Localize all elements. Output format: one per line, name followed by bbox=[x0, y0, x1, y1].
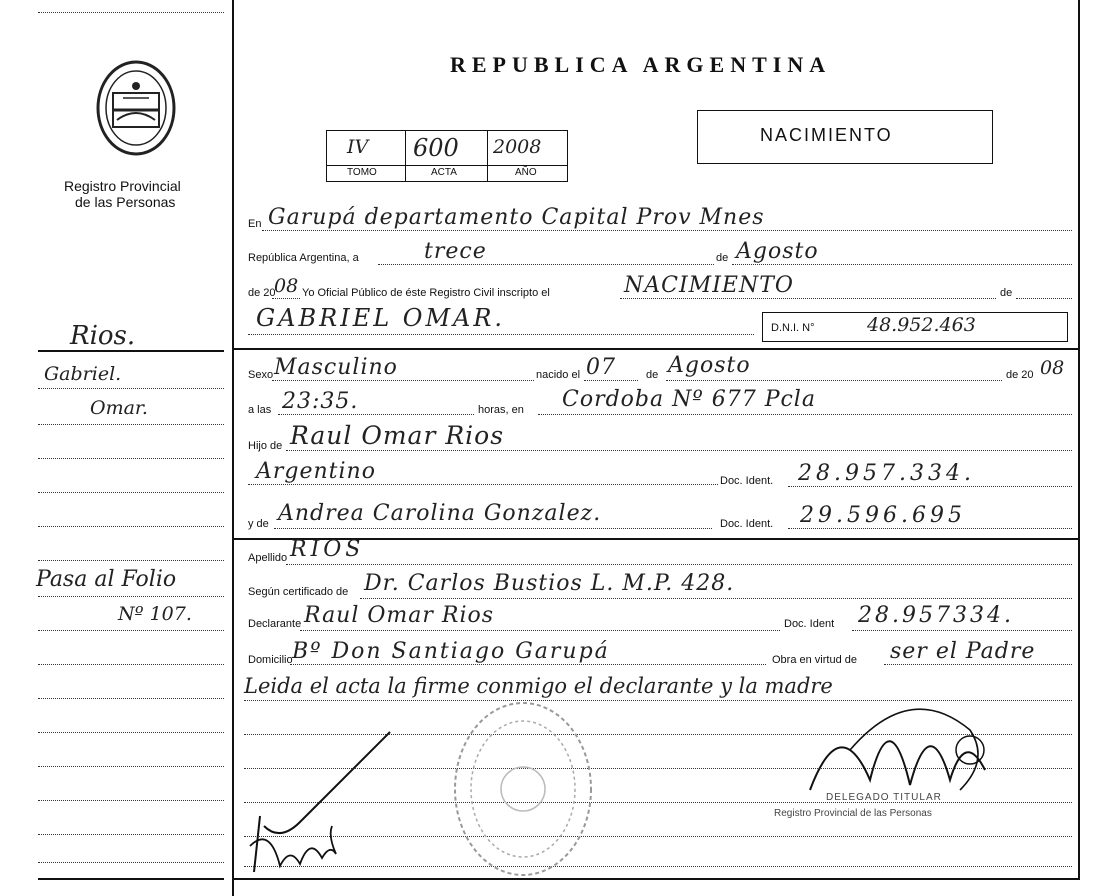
value-place: Garupá departamento Capital Prov Mnes bbox=[268, 205, 765, 230]
value-birth-time: 23:35. bbox=[282, 389, 359, 414]
reference-label-rule bbox=[327, 165, 567, 166]
value-month: Agosto bbox=[736, 239, 819, 264]
margin-first-name: Gabriel. bbox=[44, 363, 122, 385]
label-republica: República Argentina, a bbox=[248, 252, 359, 264]
label-doc-ident-mother: Doc. Ident. bbox=[720, 518, 774, 530]
label-obra: Obra en virtud de bbox=[772, 654, 857, 666]
rule-birth-month bbox=[666, 380, 1002, 381]
rule-day bbox=[378, 264, 714, 265]
rule-declarant-doc bbox=[852, 630, 1072, 631]
label-de-birth-month: de bbox=[646, 369, 659, 381]
ano-value: 2008 bbox=[493, 136, 542, 158]
margin-rule-3 bbox=[38, 424, 224, 425]
margin-rule-6 bbox=[38, 526, 224, 527]
value-year-suffix: 08 bbox=[274, 275, 299, 297]
margin-rule-14 bbox=[38, 800, 224, 801]
rule-month bbox=[732, 264, 1072, 265]
officer-stamp-line2: Registro Provincial de las Personas bbox=[774, 808, 932, 819]
value-surname: RIOS bbox=[290, 537, 365, 562]
tomo-value: IV bbox=[347, 136, 369, 158]
label-sexo: Sexo bbox=[248, 369, 274, 381]
rule-after-name bbox=[234, 348, 1078, 350]
margin-rule-12 bbox=[38, 732, 224, 733]
label-doc-ident-declarant: Doc. Ident bbox=[784, 618, 835, 630]
rule-birth-place bbox=[538, 414, 1072, 415]
label-declarante: Declarante bbox=[248, 618, 302, 630]
rule-de-end bbox=[1016, 298, 1072, 299]
margin-rule-16 bbox=[38, 862, 224, 863]
label-de-year: de 20 bbox=[248, 287, 276, 299]
registry-name-line2: de las Personas bbox=[75, 194, 176, 210]
margin-rule-13 bbox=[38, 766, 224, 767]
value-certificate-by: Dr. Carlos Bustios L. M.P. 428. bbox=[364, 571, 735, 596]
margin-rule-9 bbox=[38, 630, 224, 631]
value-full-name: GABRIEL OMAR. bbox=[256, 304, 506, 332]
act-type-title: NACIMIENTO bbox=[760, 125, 893, 145]
acta-value: 600 bbox=[413, 134, 459, 162]
officer-stamp-line1: DELEGADO TITULAR bbox=[826, 792, 942, 803]
rule-father-doc bbox=[788, 486, 1072, 487]
rule-certificate bbox=[360, 598, 1072, 599]
bottom-rule-right bbox=[232, 878, 1080, 880]
label-de-end: de bbox=[1000, 287, 1013, 299]
label-apellido: Apellido bbox=[248, 552, 288, 564]
official-seal-icon bbox=[448, 696, 598, 882]
margin-note-line2: Nº 107. bbox=[118, 603, 192, 625]
rule-full-name bbox=[248, 334, 754, 335]
value-birth-month: Agosto bbox=[668, 353, 751, 378]
dni-box bbox=[762, 312, 1068, 342]
rule-mother-name bbox=[274, 528, 712, 529]
rule-sex bbox=[272, 380, 534, 381]
value-registered-as: NACIMIENTO bbox=[624, 273, 794, 298]
label-oficial: Yo Oficial Público de éste Registro Civil inscripto el bbox=[302, 287, 550, 299]
rule-surname bbox=[286, 564, 1072, 565]
acta-label: ACTA bbox=[431, 167, 457, 178]
label-en: En bbox=[248, 218, 262, 230]
rule-year bbox=[272, 298, 300, 299]
right-border bbox=[1078, 0, 1080, 880]
rule-father-nationality bbox=[248, 484, 718, 485]
label-domicilio: Domicilio bbox=[248, 654, 293, 666]
margin-rule-7 bbox=[38, 560, 224, 561]
provincial-seal-icon bbox=[95, 58, 177, 158]
act-type-box bbox=[697, 110, 993, 164]
label-horas-en: horas, en bbox=[478, 404, 524, 416]
tomo-label: TOMO bbox=[347, 167, 377, 178]
label-de-month: de bbox=[716, 252, 729, 264]
rule-registered bbox=[620, 298, 996, 299]
value-father-name: Raul Omar Rios bbox=[290, 421, 505, 450]
bottom-rule bbox=[38, 878, 224, 880]
value-closing: Leida el acta la firme conmigo el declarante y la madre bbox=[244, 674, 833, 698]
label-nacido-el: nacido el bbox=[536, 369, 581, 381]
value-birth-day: 07 bbox=[586, 355, 616, 380]
margin-rule-4 bbox=[38, 458, 224, 459]
value-father-nationality: Argentino bbox=[256, 459, 376, 484]
margin-note-line1: Pasa al Folio bbox=[36, 567, 177, 592]
margin-rule-2 bbox=[38, 388, 224, 389]
margin-middle-name: Omar. bbox=[90, 397, 148, 419]
rule-birth-day bbox=[584, 380, 638, 381]
value-sex: Masculino bbox=[274, 355, 398, 380]
label-doc-ident-father: Doc. Ident. bbox=[720, 475, 774, 487]
label-de-birth-year: de 20 bbox=[1006, 369, 1034, 381]
label-dni: D.N.I. N° bbox=[771, 322, 815, 334]
country-title: REPUBLICA ARGENTINA bbox=[450, 52, 832, 77]
margin-rule-5 bbox=[38, 492, 224, 493]
tomo-cell-divider bbox=[405, 131, 406, 181]
registry-name-line1: Registro Provincial bbox=[64, 178, 181, 194]
margin-surname: Rios. bbox=[70, 321, 136, 351]
value-declarant-doc: 28.957334. bbox=[858, 603, 1014, 628]
declarant-signature-icon bbox=[240, 726, 410, 876]
margin-rule-1 bbox=[38, 350, 224, 352]
rule-address bbox=[290, 664, 766, 665]
value-birth-year-suffix: 08 bbox=[1040, 357, 1065, 379]
value-dni: 48.952.463 bbox=[867, 314, 976, 336]
acta-cell-divider bbox=[487, 131, 488, 181]
rule-father-name bbox=[286, 450, 1072, 451]
rule-mother-doc bbox=[788, 528, 1072, 529]
top-left-rule bbox=[38, 12, 224, 13]
label-segun: Según certificado de bbox=[248, 586, 349, 598]
margin-rule-15 bbox=[38, 834, 224, 835]
rule-place bbox=[262, 230, 1072, 231]
margin-rule-8 bbox=[38, 596, 224, 597]
margin-rule-11 bbox=[38, 698, 224, 699]
value-father-doc: 28.957.334. bbox=[798, 461, 975, 486]
label-y-de: y de bbox=[248, 518, 269, 530]
rule-by-virtue bbox=[884, 664, 1072, 665]
label-a-las: a las bbox=[248, 404, 272, 416]
value-birth-place: Cordoba Nº 677 Pcla bbox=[562, 387, 816, 412]
left-column-divider bbox=[232, 0, 234, 896]
value-mother-name: Andrea Carolina Gonzalez. bbox=[278, 501, 602, 526]
margin-rule-10 bbox=[38, 664, 224, 665]
value-by-virtue-of: ser el Padre bbox=[890, 639, 1036, 664]
value-mother-doc: 29.596.695 bbox=[800, 503, 966, 528]
value-day: trece bbox=[424, 239, 487, 264]
value-address: Bº Don Santiago Garupá bbox=[292, 639, 610, 664]
rule-declarant bbox=[300, 630, 780, 631]
rule-birth-time bbox=[278, 414, 474, 415]
reference-box bbox=[326, 130, 568, 182]
ano-label: AÑO bbox=[515, 167, 537, 178]
label-hijo-de: Hijo de bbox=[248, 440, 283, 452]
value-declarant-name: Raul Omar Rios bbox=[304, 603, 495, 628]
